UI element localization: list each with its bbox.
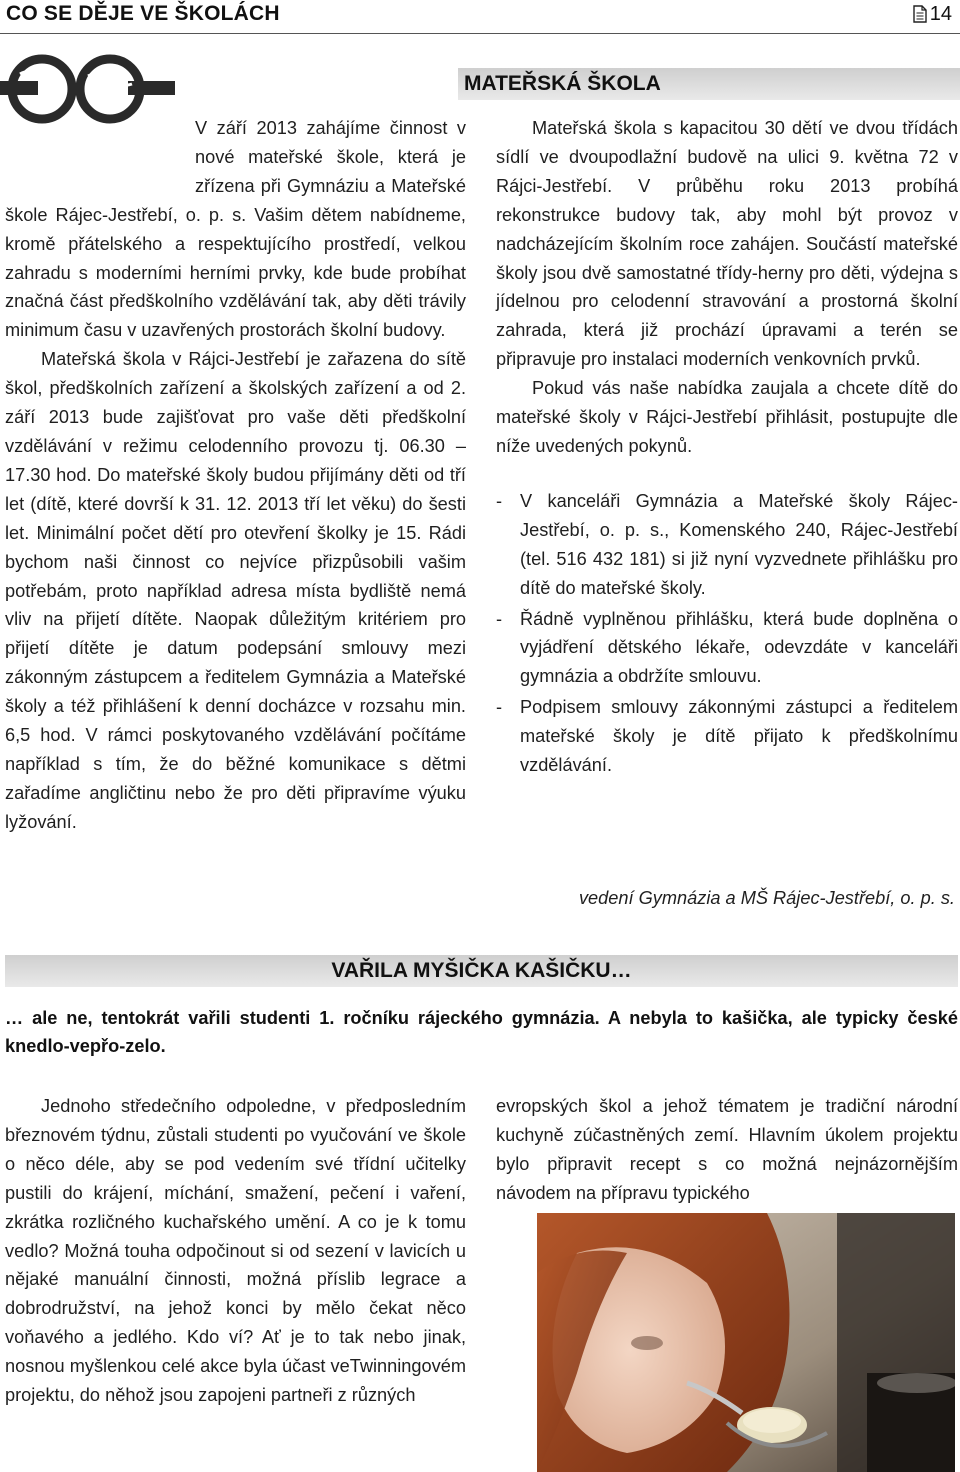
kasicka-right-column [496,1092,958,1208]
document-icon [913,5,927,23]
ms-capacity-paragraph: Mateřská škola s kapacitou 30 dětí ve dvou třídách sídlí ve dvoupodlažní budově na ulici 9. května 72 v Rájci-Jestřebí. V průběhu roku 2013 probíhá rekonstrukce budovy tak, aby mohl být provoz v nadcházejícím školním roce zahájen. Součástí mateřské školy jsou dvě samostatné třídy-herny pro děti, výdejna s jídelnou pro celodenní stravování a prostorná školní zahrada, která již prochází úpravami a terén se připravuje pro instalaci moderních venkovních prvků. [496,118,958,370]
page-number [913,3,952,26]
ms-section-title: MATEŘSKÁ ŠKOLA [464,72,661,95]
list-item: - Podpisem smlouvy zákonnými zástupci a ředitelem mateřské školy je dítě přijato k předškolnímu vzdělávání. [496,697,958,776]
list-item: - V kanceláři Gymnázia a Mateřské školy Rájec-Jestřebí, o. p. s., Komenského 240, Rájec-Jestřebí (tel. 516 432 181) si již nyní vyzvednete přihlášku pro dítě do mateřské školy. [496,490,958,598]
ms-left-column [5,114,466,837]
page-number-text: 14 [929,3,952,25]
ms-signature: vedení Gymnázia a MŠ Rájec-Jestřebí, o. p. s. [578,888,955,908]
ms-intro-paragraph: V září 2013 zahájíme činnost v nové mateřské škole, která je zřízena při Gymnáziu a Mateřské škole Rájec-Jestřebí, o. p. s. Vašim dětem nabídneme, kromě přátelského a respektujícího prostředí, velkou zahradu s moderními herními prvky, kde bude probíhat značná část předškolního vzdělávání tak, aby děti trávily minimum času v uzavřených prostorách školní budovy. [5,114,466,345]
application-steps [496,487,958,780]
header-divider [0,33,960,34]
kasicka-story-paragraph: Jednoho středečního odpoledne, v předposledním březnovém týdnu, zůstali studenti po vyučování ve škole o něco déle, aby se pod vedením své třídní učitelky pustili do krájení, míchání, smažení, pečení i vaření, zkrátka rozličného kuchařského umění. A co je k tomu vedlo? Možná touha odpočinout si od sezení v lavicích u nějaké manuální činnosti, možná příslib legrace a dobrodružství, na jehož konci by mělo čekat něco voňavého a jedlého. Kdo ví? Ať je to tak nebo jinak, nosnou myšlenkou celé akce byla účast veTwinningovém projektu, do něhož jsou zapojeni partneři z různých [5,1096,467,1406]
section-title: CO SE DĚJE VE ŠKOLÁCH [6,2,280,25]
kasicka-section-title: VAŘILA MYŠIČKA KAŠIČKU… [331,959,632,982]
kasicka-project-paragraph: evropských škol a jehož tématem je tradiční národní kuchyně zúčastněných zemí. Hlavním úkolem projektu bylo připravit recept s co možná nejnázornějším návodem na přípravu typického [496,1096,958,1203]
logo-spacer [5,114,195,172]
list-item: - Řádně vyplněnou přihlášku, která bude doplněna o vyjádření dětského lékaře, odevzdáte v kanceláři gymnázia a obdržíte smlouvu. [496,608,958,687]
kasicka-lead: … ale ne, tentokrát vařili studenti 1. ročníku rájeckého gymnázia. A nebyla to kašička, ale typicky české knedlo-vepřo-zelo. [5,1008,958,1056]
ms-right-column [496,114,958,782]
ms-title-band [458,68,960,100]
ms-details-paragraph: Mateřská škola v Rájci-Jestřebí je zařazena do sítě škol, předškolních zařízení a školských zařízení a od 2. září 2013 bude zajišťovat pro vaše děti předškolní vzdělávání v režimu celodenního provozu tj. 06.30 – 17.30 hod. Do mateřské školy budou přijímány děti od tří let (dítě, které dovrší k 31. 12. 2013 tří let věku) do šesti let. Minimální počet dětí pro otevření školky je 15. Rádi bychom naši činnost co nejvíce přizpůsobili vašim potřebám, proto například adresa místa bydliště nemá vliv na přijetí dítěte. Naopak důležitým kritériem pro přijetí dítěte je datum podepsání smlouvy mezi zákonným zástupcem a ředitelem Gymnázia a Mateřské školy a též přihlášení k denní docházce v rozsahu min. 6,5 hod. V rámci poskytovaného vzdělávání počítáme například s tím, že do běžné komunikace s dětmi zařadíme angličtinu nebo že pro děti připravíme výuku lyžování. [5,349,466,832]
girl-tasting-food-photo [537,1213,955,1472]
ms-invite-paragraph: Pokud vás naše nabídka zaujala a chcete dítě do mateřské školy v Rájci-Jestřebí přihlásit, postupujte dle níže uvedených pokynů. [496,378,958,456]
kasicka-title-band [5,955,958,987]
kasicka-left-column [5,1092,466,1410]
